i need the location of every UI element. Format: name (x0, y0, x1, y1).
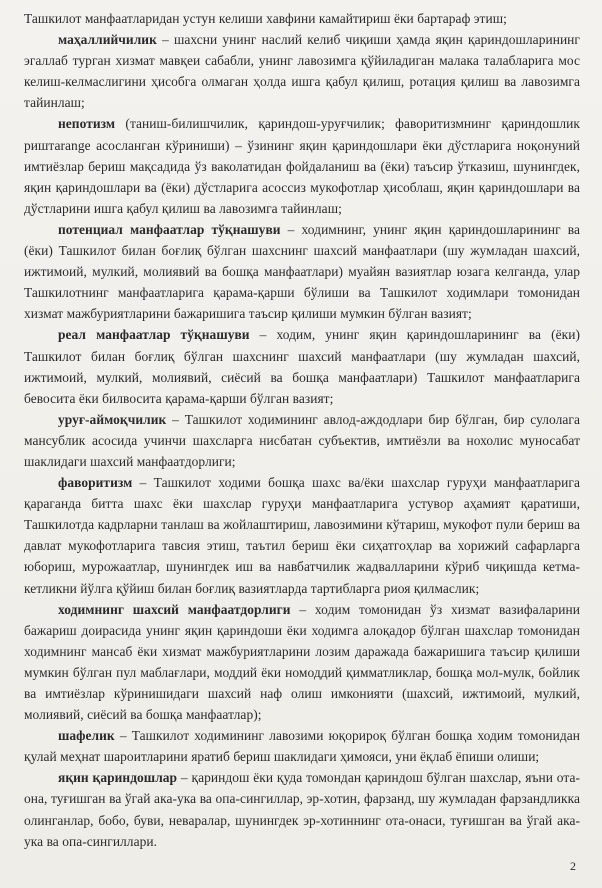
definition-term: реал манфаатлар тўқнашуви (58, 327, 250, 343)
definition-term: непотизм (58, 116, 116, 132)
definition-nepotizm (24, 113, 580, 218)
definition-text: – ходим, унинг яқин қариндошларининг ва (ёки) Ташкилот билан боғлиқ бўлган шахснинг шахсий манфаатлари (шу жумладан шахсий, ижтимоий, мулкий, молиявий, сиёсий ва бошқа манфаатлари) Ташкилот манфаатларига бевосита ёки билвосита қарама-қарши бўлган вазият; (24, 327, 580, 406)
definition-term: маҳаллийчилик (58, 32, 157, 48)
definition-term: потенциал манфаатлар тўқнашуви (58, 221, 281, 237)
definition-term: фаворитизм (58, 475, 133, 491)
definition-mahalliychilik (24, 29, 580, 113)
paragraph-intro (24, 8, 580, 29)
definition-text: – қариндош ёки қуда томондан қариндош бўлган шахслар, яъни ота-она, туғишган ва ўгай ака-ука ва опа-сингиллар, эр-хотин, фарзанд, шу жумладан фарзандликка олинганлар, бобо, буви, невaралар, шунингдек эр-хотиннинг ота-онаси, туғишган ва ўгай ака-ука ва опа-сингиллари. (24, 770, 581, 849)
definition-text: – шахсни унинг наслий келиб чиқиши ҳамда яқин қариндошларининг эгаллаб турган хизмат мавқеи сабабли, унинг лавозимга қўйиладиган малака талабларига мос келиш-келмаслигини ҳисобга олмаган ҳолда ишга қабул қилиш, ротация қилиш ва лавозимга тайинлаш; (24, 32, 580, 111)
definition-potential-conflict (24, 219, 580, 324)
definition-term: яқин қариндошлар (58, 770, 178, 786)
definition-text: (таниш-билишчилик, қариндош-уруғчилик; фаворитизмнинг қариндошлик риштаrange асосланган кўриниши) – ўзининг яқин қариндошлари ёки дўстларига ноқонуний имтиёзлар бериш мақсадида ўз ваколатидан фойдаланиш ва (ёки) таъсир ўтказиш, шунингдек, яқин қариндошлари ва (ёки) дўстларига асоссиз мукофотлар ҳисоблаш, яқин қариндошлари ва дўстларини ишга қабул қилиш ва лавозимга тайинлаш; (24, 116, 580, 216)
definition-text: – ходим томонидан ўз хизмат вазифаларини бажариш доирасида унинг яқин қариндоши ёки ходимга алоқадор бўлган шахслар томонидан ходимнинг мансаб ёки хизмат мажбуриятларини лозим даражада бажаришига таъсир қилиши мумкин бўлган пул маблағлари, моддий ёки номоддий қимматликлар, бошқа мол-мулк, бойлик ва имтиёзлар кўринишидаги шахсий наф олиш имконияти (шахсий, ижтимоий, мулкий, молиявий, сиёсий ва бошқа манфаатлар); (24, 601, 580, 723)
definition-real-conflict (24, 324, 580, 408)
definition-favoritizm (24, 472, 580, 599)
definition-text: – Ташкилот ходимининг лавозими юқорироқ бўлган бошқа ходим томонидан қулай меҳнат шароитларини яратиб бериш шаклидаги ҳимояси, уни ёқлаб ёпиши олиши; (24, 728, 580, 765)
definition-urug-aymoqchilik (24, 409, 580, 472)
definition-shafelik (24, 725, 580, 767)
definition-personal-interest (24, 599, 580, 726)
definition-text: – Ташкилот ходимининг авлод-аждодлари бир бўлган, бир сулолага мансублик асосида учинчи шахсларга нисбатан субъектив, имтиёзли ва нохолис муносабат шаклидаги шахсий манфаатдорлиги; (24, 411, 580, 469)
paragraph-text: Ташкилот манфаатларидан устун келиши хавфини камайтириш ёки бартараф этиш; (24, 11, 507, 26)
page-number: 2 (570, 859, 576, 873)
definition-term: шафелик (58, 728, 115, 744)
definition-text: – ходимнинг, унинг яқин қариндошларининг ва (ёки) Ташкилот билан боғлиқ бўлган шахснинг шахсий манфаатлари (шу жумладан шахсий, ижтимоий, мулкий, молиявий ва бошқа манфаатлари) муайян вазиятлар юзага келганда, улар Ташкилотнинг манфаатларига қарама-қарши бўлиши ва Ташкилот ходимлари томонидан хизмат мажбуриятларини бажаришига таъсир қилиши мумкин бўлган вазият; (24, 221, 580, 322)
definition-term: ходимнинг шахсий манфаатдорлиги (58, 601, 291, 617)
definition-term: уруғ-аймоқчилик (58, 411, 167, 427)
definition-close-relatives (24, 767, 580, 851)
definition-text: – Ташкилот ходими бошқа шахс ва/ёки шахслар гуруҳи манфаатларига қараганда битта шахс ёки шахслар гуруҳи манфаатларига устувор аҳамият қаратиши, Ташкилотда кадрларни танлаш ва жойлаштириш, лавозимини кўтариш, мукофот пули бериш ва давлат мукофотларига тавсия этиш, таътил бериш ёки сиҳатгоҳлар ва хорижий сафарларга юбориш, мурожаатлар, шунингдек иш ва навбатчилик жадвалларини кўриб чиқишда кетма-кетликни йўлга қўйиш билан боғлиқ вазиятларда тартибларга риоя қилмаслик; (24, 475, 580, 596)
